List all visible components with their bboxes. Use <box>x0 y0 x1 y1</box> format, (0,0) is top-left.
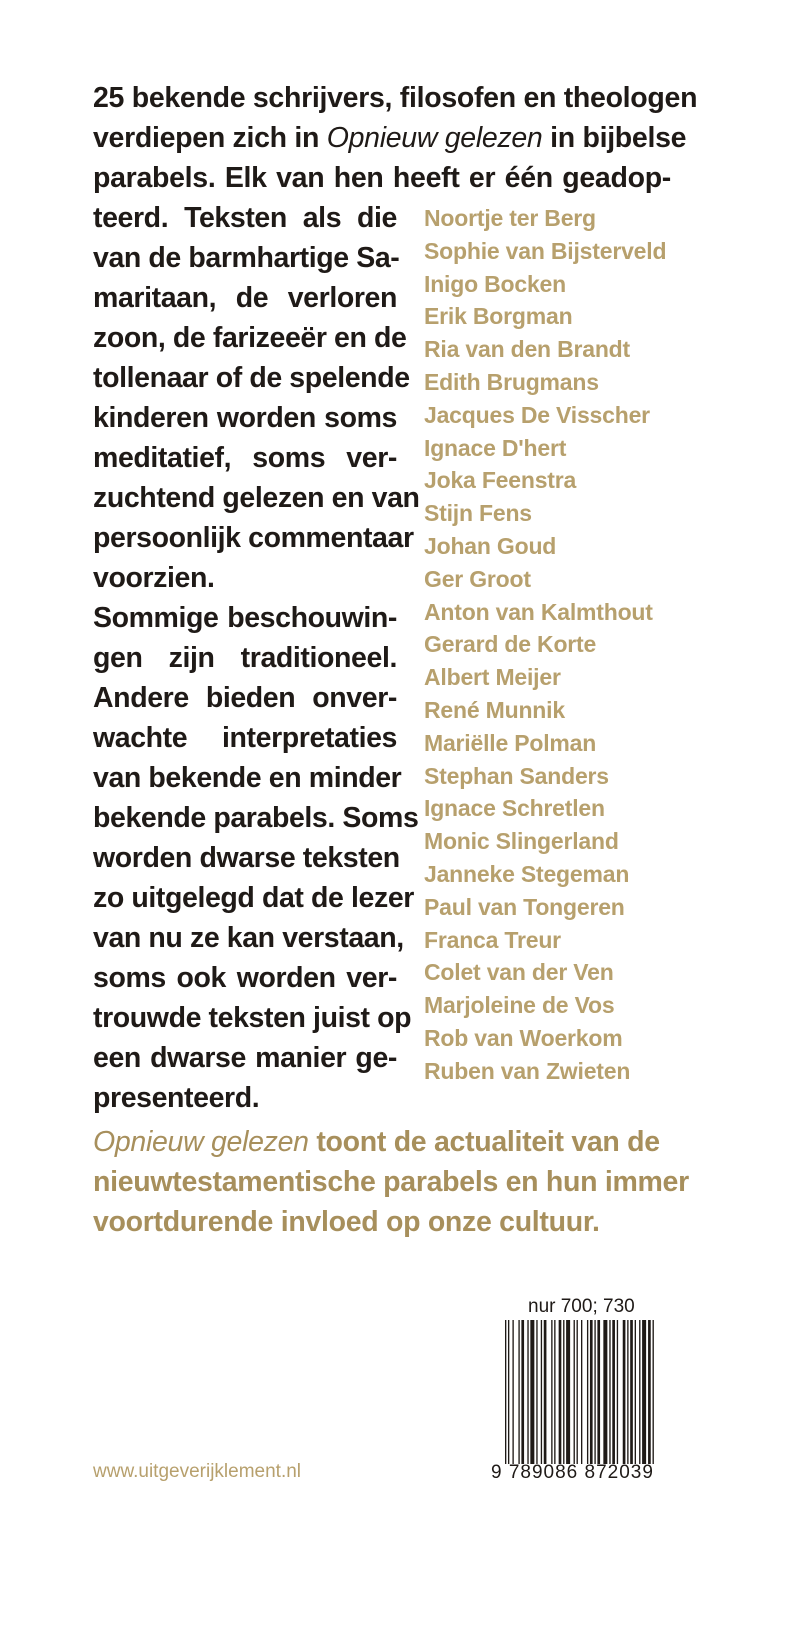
barcode-bar <box>551 1320 552 1464</box>
publisher-website: www.uitgeverijklement.nl <box>93 1461 302 1482</box>
description-column <box>93 198 420 1118</box>
author-name: Albert Meijer <box>424 664 561 691</box>
barcode-bar <box>541 1320 542 1464</box>
author-name: Edith Brugmans <box>424 368 599 395</box>
author-name: Inigo Bocken <box>424 270 567 297</box>
intro-line-2 <box>93 118 687 158</box>
barcode-bar <box>512 1320 513 1464</box>
author-name: René Munnik <box>424 696 565 723</box>
barcode-bar <box>554 1320 555 1464</box>
body-line: zuchtend gelezen en van <box>93 482 420 514</box>
barcode-bar <box>530 1320 534 1464</box>
body-line: worden dwarse teksten <box>93 842 400 874</box>
body-line: persoonlijk commentaar <box>93 522 414 554</box>
barcode-bar <box>635 1320 636 1464</box>
body-line: trouwde teksten juist op <box>93 1002 412 1034</box>
body-line: tollenaar of de spelende <box>93 362 410 394</box>
barcode-bar <box>521 1320 524 1464</box>
intro-line-2-end: in bijbelse <box>542 122 687 154</box>
intro-line-1: 25 bekende schrijvers, filosofen en theologen <box>93 82 698 114</box>
barcode-bar <box>508 1320 509 1464</box>
author-name: Ria van den Brandt <box>424 336 630 363</box>
barcode-bar <box>623 1320 626 1464</box>
body-line: voorzien. <box>93 562 215 594</box>
body-line: teerd. Teksten als die <box>93 202 397 234</box>
body-line: wachte interpretaties <box>93 722 397 754</box>
barcode-bar <box>536 1320 537 1464</box>
barcode-digits: 9 789086 872039 <box>491 1462 654 1483</box>
author-name: Jacques De Visscher <box>424 401 650 428</box>
barcode-bar <box>653 1320 654 1464</box>
author-name: Paul van Tongeren <box>424 893 625 920</box>
intro-line-2-start: verdiepen zich in <box>93 122 327 154</box>
author-name: Ger Groot <box>424 565 531 592</box>
body-line: Sommige beschouwin- <box>93 602 397 634</box>
author-name: Sophie van Bijsterveld <box>424 237 667 264</box>
body-line: zoon, de farizeeër en de <box>93 322 407 354</box>
body-line: een dwarse manier ge- <box>93 1042 397 1074</box>
closing-line-1 <box>93 1122 671 1162</box>
body-line: gen zijn traditioneel. <box>93 642 397 674</box>
barcode-bar <box>642 1320 646 1464</box>
barcode-bar <box>505 1320 506 1464</box>
body-line: presenteerd. <box>93 1082 260 1114</box>
body-line: kinderen worden soms <box>93 402 397 434</box>
author-list <box>424 202 666 1088</box>
closing-statement <box>93 1122 689 1242</box>
body-line: van de barmhartige Sa- <box>93 242 400 274</box>
closing-line-3: voortdurende invloed op onze cultuur. <box>93 1206 600 1238</box>
barcode-bar <box>559 1320 562 1464</box>
author-name: Ignace D'hert <box>424 434 567 461</box>
author-name: Colet van der Ven <box>424 959 614 986</box>
body-line: zo uitgelegd dat de lezer <box>93 882 414 914</box>
body-line: meditatief, soms ver- <box>93 442 397 474</box>
author-name: Noortje ter Berg <box>424 205 596 231</box>
barcode-bar <box>648 1320 651 1464</box>
body-line: Andere bieden onver- <box>93 682 397 714</box>
author-name: Monic Slingerland <box>424 828 619 855</box>
author-name: Ruben van Zwieten <box>424 1057 631 1084</box>
barcode-bar <box>563 1320 564 1464</box>
closing-line-2: nieuwtestamentische parabels en hun immer <box>93 1166 689 1198</box>
barcode-bar <box>590 1320 593 1464</box>
intro-line-3: parabels. Elk van hen heeft er één geadop- <box>93 162 671 194</box>
author-name: Marjoleine de Vos <box>424 992 615 1019</box>
author-name: Gerard de Korte <box>424 631 597 658</box>
book-title-closing: Opnieuw gelezen <box>93 1126 309 1158</box>
barcode-bar <box>603 1320 607 1464</box>
author-name: Ignace Schretlen <box>424 795 605 822</box>
barcode-bar <box>627 1320 628 1464</box>
author-name: Stephan Sanders <box>424 762 609 789</box>
barcode-bar <box>609 1320 610 1464</box>
body-line: van nu ze kan verstaan, <box>93 922 404 954</box>
barcode-bar <box>527 1320 528 1464</box>
author-name: Stijn Fens <box>424 500 532 527</box>
author-name: Erik Borgman <box>424 303 573 330</box>
barcode-bar <box>577 1320 578 1464</box>
barcode-bar <box>594 1320 595 1464</box>
nur-code: nur 700; 730 <box>528 1296 635 1317</box>
body-line: bekende parabels. Soms <box>93 802 419 834</box>
body-line: soms ook worden ver- <box>93 962 397 994</box>
author-name: Anton van Kalmthout <box>424 598 653 625</box>
author-name: Joka Feenstra <box>424 467 577 494</box>
body-line: maritaan, de verloren <box>93 282 397 314</box>
barcode-bar <box>566 1320 570 1464</box>
author-name: Johan Goud <box>424 532 557 559</box>
body-line: van bekende en minder <box>93 762 402 794</box>
barcode-bar <box>518 1320 519 1464</box>
author-name: Rob van Woerkom <box>424 1024 623 1051</box>
barcode-bar <box>639 1320 640 1464</box>
barcode-bar <box>544 1320 547 1464</box>
closing-line-1-rest: toont de actualiteit van de <box>308 1126 660 1158</box>
author-name: Mariëlle Polman <box>424 729 597 756</box>
barcode-bar <box>597 1320 600 1464</box>
barcode-bar <box>617 1320 618 1464</box>
barcode-bar <box>574 1320 575 1464</box>
book-title-inline: Opnieuw gelezen <box>326 122 543 154</box>
author-name: Janneke Stegeman <box>424 860 630 887</box>
barcode-bar <box>612 1320 615 1464</box>
barcode-bar <box>581 1320 582 1464</box>
intro-paragraph <box>93 78 698 198</box>
isbn-barcode <box>505 1320 657 1464</box>
author-name: Franca Treur <box>424 926 561 953</box>
barcode-bar <box>587 1320 588 1464</box>
barcode-bar <box>630 1320 633 1464</box>
